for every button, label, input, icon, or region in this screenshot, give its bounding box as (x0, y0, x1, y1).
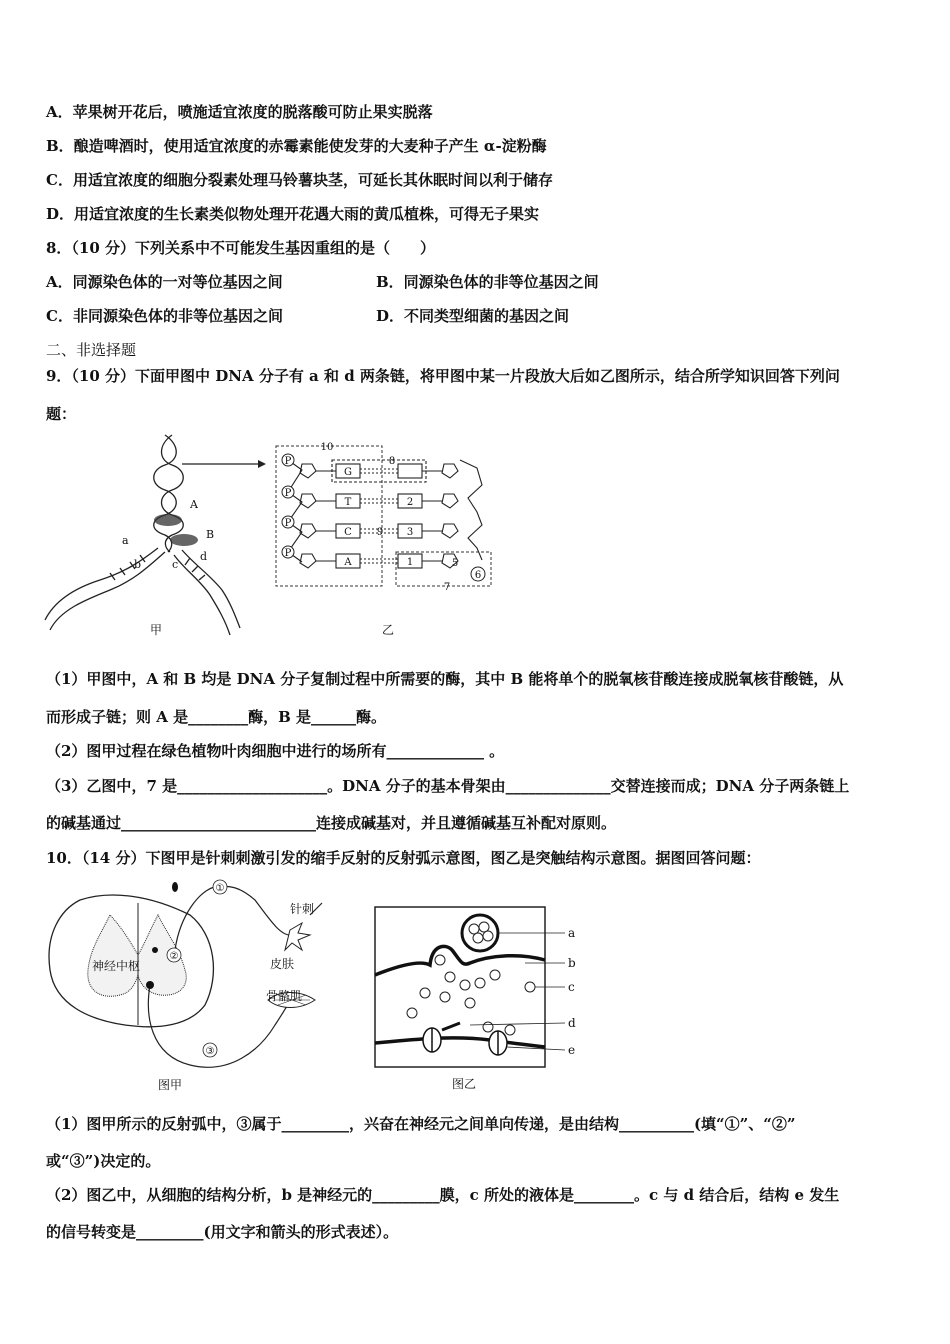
base-C: C (344, 527, 352, 538)
q8-stem-text: 8．（10 分）下列关系中不可能发生基因重组的是（ ） (46, 239, 436, 257)
enlarge-arrow (180, 455, 270, 475)
label-3: 3 (406, 527, 414, 538)
base-G: G (344, 467, 352, 478)
phosphate-p4: P (284, 548, 292, 559)
q10-figure-jia (40, 875, 340, 1095)
label-b: b (134, 558, 142, 571)
label-6: 6 (474, 570, 482, 581)
base-T: T (344, 497, 352, 508)
phosphate-p3: P (284, 518, 292, 529)
q10-part2-line2: 的信号转变是_________(用文字和箭头的形式表述）。 (46, 1223, 399, 1241)
q9-part1-line2: 而形成子链；则 A 是________酶，B 是______酶。 (46, 708, 386, 726)
label-1: 1 (406, 557, 414, 568)
q8-stem (46, 238, 435, 258)
label-c: c (172, 558, 179, 571)
q8-option-d: D．不同类型细菌的基因之间 (376, 307, 570, 325)
q9-stem-line2: 题： (46, 405, 77, 423)
label-circle-2: ② (169, 951, 179, 962)
q9-part1-line1: （1）甲图中，A 和 B 均是 DNA 分子复制过程中所需要的酶，其中 B 能将单个的脱氧核苷酸连接成脱氧核苷酸链，从 (46, 670, 844, 688)
label-9: 9 (376, 527, 384, 538)
fig-yi-caption-q10: 图乙 (452, 1077, 477, 1091)
label-skin: 皮肤 (270, 957, 295, 971)
label-a: a (122, 534, 129, 547)
q7-option-a: A．苹果树开花后，喷施适宜浓度的脱落酸可防止果实脱落 (46, 103, 433, 121)
q7-option-d: D．用适宜浓度的生长素类似物处理开花遇大雨的黄瓜植株，可得无子果实 (46, 205, 540, 223)
enzyme-b-icon (170, 534, 198, 546)
label-A: A (190, 498, 198, 511)
q8-option-a: A．同源染色体的一对等位基因之间 (46, 273, 283, 291)
q7-option-c: C．用适宜浓度的细胞分裂素处理马铃薯块茎，可延长其休眠时间以利于储存 (46, 171, 553, 189)
q8-option-c: C．非同源染色体的非等位基因之间 (46, 307, 283, 325)
label-2: 2 (406, 497, 414, 508)
q9-part3-line1: （3）乙图中，7 是____________________。DNA 分子的基本骨架由______________交替连接而成；DNA 分子两条链上 (46, 777, 850, 795)
phosphate-p2: P (284, 488, 292, 499)
q9-part3-line2: 的碱基通过__________________________连接成碱基对，并且遵循碱基互补配对原则。 (46, 814, 617, 832)
fig-jia-caption-q10: 图甲 (158, 1078, 183, 1092)
label-7: 7 (443, 582, 451, 593)
enzyme-a-icon (154, 514, 182, 526)
label-circle-3: ③ (205, 1046, 215, 1057)
q9-part2: （2）图甲过程在绿色植物叶肉细胞中进行的场所有_____________ 。 (46, 742, 505, 760)
label-B: B (206, 528, 215, 541)
label-muscle: 骨骼肌 (266, 989, 303, 1003)
label-syn-a: a (568, 926, 576, 940)
q10-part1-line1: （1）图甲所示的反射弧中，③属于_________，兴奋在神经元之间单向传递，是由结构__________(填“①”、“②” (46, 1115, 796, 1133)
label-needle: 针刺 (290, 902, 315, 916)
label-syn-d: d (568, 1016, 576, 1030)
fig-yi-caption: 乙 (382, 623, 395, 637)
q7-option-b: B．酿造啤酒时，使用适宜浓度的赤霉素能使发芽的大麦种子产生 α-淀粉酶 (46, 137, 547, 155)
label-center: 神经中枢 (92, 959, 141, 973)
q9-figure-yi (272, 440, 502, 640)
section-title: 二、非选择题 (46, 341, 137, 359)
q10-stem: 10．（14 分）下图甲是针刺刺激引发的缩手反射的反射弧示意图，图乙是突触结构示意图。据图回答问题： (46, 849, 761, 867)
fig-jia-caption: 甲 (150, 623, 163, 637)
q10-figure-yi (370, 905, 590, 1095)
label-syn-c: c (568, 980, 575, 994)
q8-option-b: B．同源染色体的非等位基因之间 (376, 273, 599, 291)
label-5: 5 (451, 558, 459, 569)
q10-part1-line2: 或“③”)决定的。 (46, 1152, 161, 1170)
label-syn-b: b (568, 956, 576, 970)
q9-stem-line1: 9．（10 分）下面甲图中 DNA 分子有 a 和 d 两条链，将甲图中某一片段放大后如乙图所示，结合所学知识回答下列问 (46, 367, 840, 385)
label-circle-1: ① (215, 883, 225, 894)
label-10: 10 (320, 442, 334, 453)
q10-part2-line1: （2）图乙中，从细胞的结构分析，b 是神经元的_________膜，c 所处的液体是________。c 与 d 结合后，结构 e 发生 (46, 1186, 840, 1204)
phosphate-p1: P (284, 456, 292, 467)
label-8: 8 (388, 456, 396, 467)
label-d: d (200, 550, 208, 563)
label-syn-e: e (568, 1043, 576, 1057)
base-A: A (344, 557, 352, 568)
